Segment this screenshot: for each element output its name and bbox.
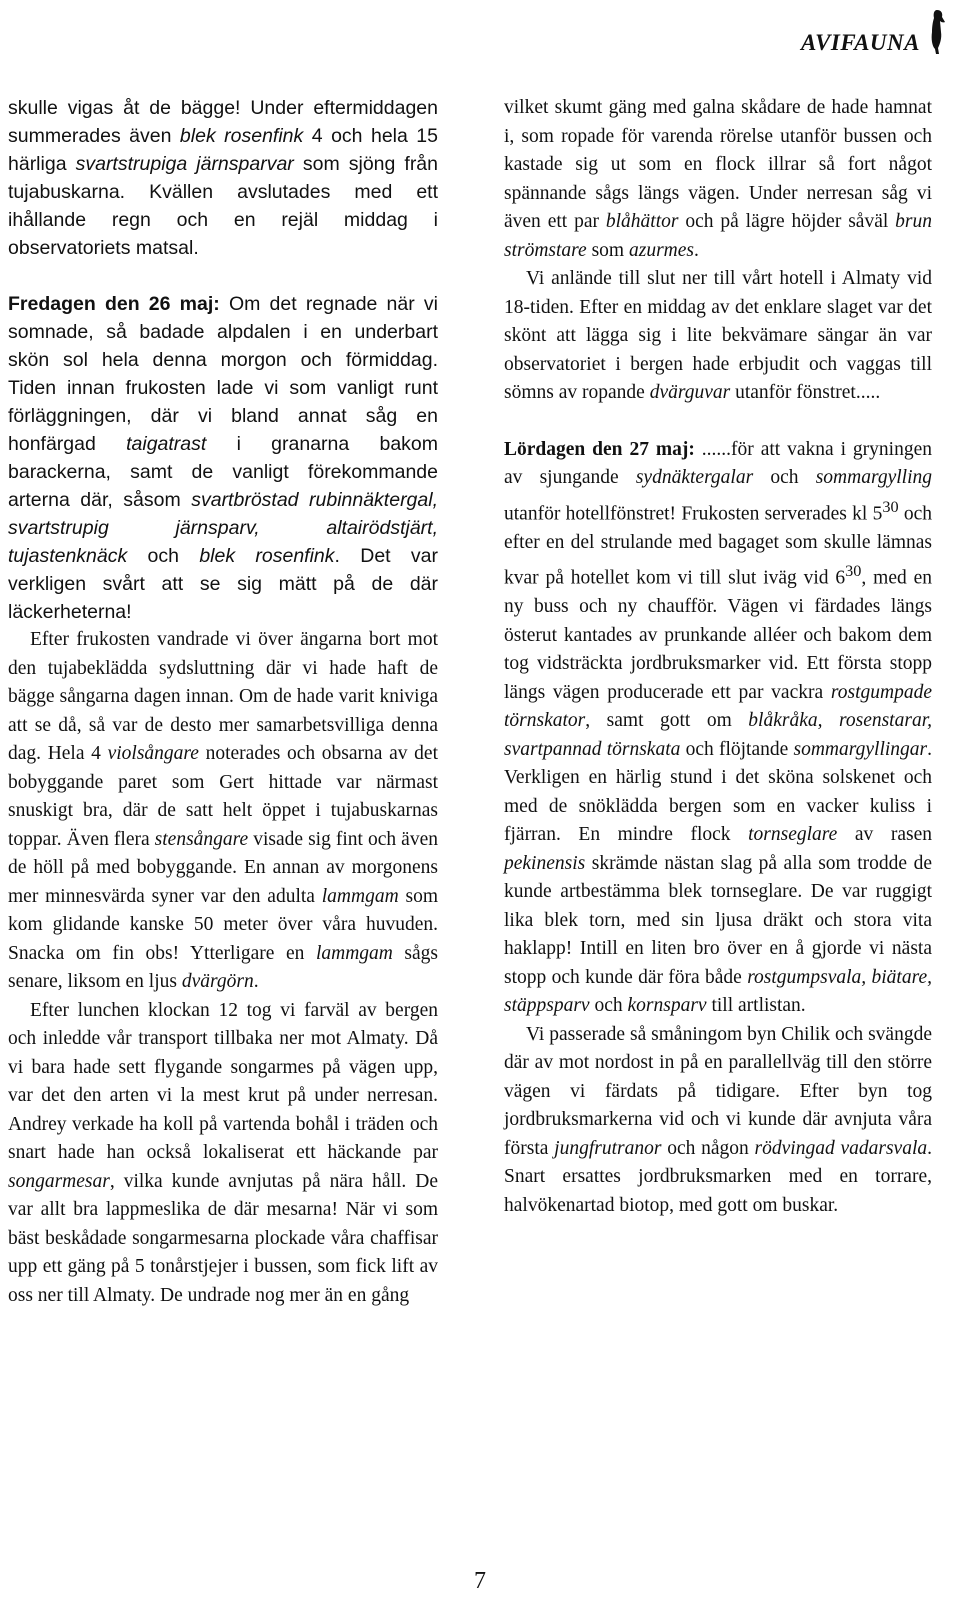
paragraph: Lördagen den 27 maj: ......för att vakna i gryningen av sjungande sydnäktergalar och sommargylling utanför hotellfönstret! Frukosten serverades kl $5^{30}$ och efter en del strulande med bagaget som skulle lämnas kvar på hotellet kom vi till slut iväg vid $6^{30}$, med en ny buss och ny chaufför. Vägen vi färdades längs österut kantades av prunkande alléer och bakom dem tog vidsträckta jordbruksmarker vid. Ett första stopp längs vägen producerade ett par vackra rostgumpade törnskator, samt gott om blåkråka, rosenstarar, svartpannad törnskata och flöjtande sommargyllingar. Verkligen en härlig stund i det sköna solskenet och med de snöklädda bergen som en vacker kuliss i fjärran. En mindre flock tornseglare av rasen pekinensis skrämde nästan slag på alla som trodde de kunde artbestämma blek tornseglare. De var ruggigt lika blek torn, med sin ljusa dräkt och stora vita haklapp! Intill en liten bro över en å gjorde vi nästa stopp och kunde där föra både rostgumpsvala, biätare, stäppsparv och kornsparv till artlistan. — [504, 438, 933, 1016]
paragraph: Vi anlände till slut ner till vårt hotell i Almaty vid 18-tiden. Efter en middag av det enklare slaget var det skönt att lägga sig i lite bekvämare sängar än var observatoriet i bergen hade erbjudit och vaggas till sömns av ropande dvärguvar utanför fönstret..... — [504, 268, 932, 403]
page-header — [801, 8, 950, 56]
page-number: 7 — [474, 1568, 486, 1594]
paragraph: vilket skumt gäng med galna skådare de hade hamnat i, som ropade för varenda rörelse utanför bussen och kastade sig ut som en flock illrar så fort något spännande sågs längs vägen. Under nerresan såg vi även ett par blåhättor och på lägre höjder såväl brun strömstare som azurmes. — [504, 97, 933, 261]
paragraph: Vi passerade så småningom byn Chilik och svängde där av mot nordost in på en parallellväg till den större vägen vi färdats på tidigare. Efter byn tog jordbruksmarkerna vid och vi kunde där avnjuta våra första jungfrutranor och någon rödvingad vadarsvala. Snart ersattes jordbruksmarken med en torrare, halvökenartad biotop, med gott om buskar. — [504, 1023, 932, 1216]
paragraph: Efter frukosten vandrade vi över ängarna bort mot den tujabeklädda sydsluttning där vi hade haft de bägge sångarna dagen innan. Om de hade varit kniviga att se då, så var de desto mer samarbetsvilliga denna dag. Hela 4 violsångare noterades och obsarna av det bobyggande paret som Gert hittade var närmast snuskigt bra, där de satt helt öppet i tujabuskarnas toppar. Även flera stensångare visade sig fint och även de höll på med bobyggande. En annan av morgonens mer minnesvärda syner var den adulta lammgam som kom glidande kanske 50 meter över våra huvuden. Snacka om fin obs! Ytterligare en lammgam sågs senare, liksom en ljus dvärgörn. — [8, 629, 438, 992]
paragraph: Fredagen den 26 maj: Om det regnade när vi somnade, så badade alpdalen i en underbart skön sol hela denna morgon och förmiddag. Tiden innan frukosten lade vi som vanligt runt förläggningen, där vi bland annat såg en honfärgad taigatrast i granarna bakom barackerna, samt de vanligt förekommande arterna där, såsom svartbröstad rubinnäktergal, svartstrupig järnsparv, altairödstjärt, tujastenknäck och blek rosenfink. Det var verkligen svårt att se sig mätt på de där läckerheterna! — [8, 293, 439, 623]
brand-logo-text: AVIFAUNA — [800, 30, 920, 55]
paragraph: Efter lunchen klockan 12 tog vi farväl av bergen och inledde vår transport tillbaka ner mot Almaty. Då vi bara hade sett flygande songarmes på vägen upp, var det den arten vi la mest krut på under nerresan. Andrey verkade ha koll på vartenda bohål i träden och snart hade han också lokaliserat ett häckande par songarmesar, vilka kunde avnjutas på nära håll. De var allt bra lappmeslika de där mesarna! När vi som bäst beskådade songarmesarna plockade våra chaffisar upp ett gäng på 5 tonårstjejer i bussen, som fick lift av oss ner till Almaty. De undrade nog mer än en gång — [8, 999, 438, 1306]
paragraph: skulle vigas åt de bägge! Under eftermiddagen summerades även blek rosenfink 4 och hela 15 härliga svartstrupiga järnsparvar som sjöng från tujabuskarna. Kvällen avslutades med ett ihållande regn och en rejäl middag i observatoriets matsal. — [8, 97, 438, 259]
bird-silhouette-icon — [924, 8, 950, 56]
left-text-column — [8, 94, 438, 1310]
right-text-column — [504, 94, 932, 1220]
